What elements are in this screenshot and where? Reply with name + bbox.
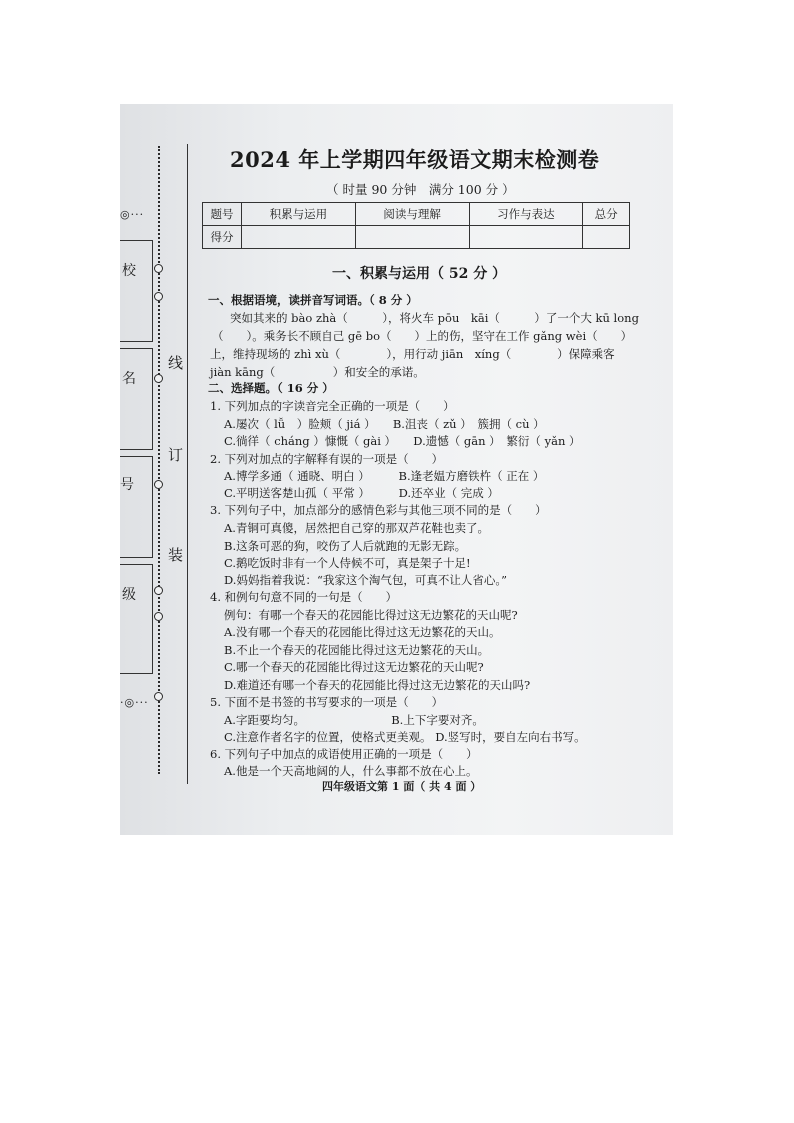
score-cell-writing[interactable] — [469, 226, 583, 249]
score-header-cell: 题号 — [203, 203, 242, 226]
question-example: 例句：有哪一个春天的花园能比得过这无边繁花的天山呢? — [224, 608, 518, 622]
score-table-header-row — [203, 203, 630, 226]
question-stem: 6. 下列句子中加点的成语使用正确的一项是（ ） — [210, 747, 478, 761]
school-box — [120, 240, 153, 342]
part1-line: （ ）。乘务长不顾自己 gē bo（ ）上的伤，坚守在工作 gǎng wèi（ ） — [212, 329, 633, 343]
question-option: C.注意作者名字的位置，使格式更美观。 D.竖写时，要自左向右书写。 — [224, 730, 586, 744]
question-stem: 2. 下列对加点的字解释有误的一项是（ ） — [210, 452, 444, 466]
margin-rule — [187, 144, 188, 784]
score-cell-accumulation[interactable] — [242, 226, 356, 249]
binding-char-xian: 线 — [168, 354, 184, 372]
binding-circle — [154, 374, 163, 383]
score-cell-reading[interactable] — [355, 226, 469, 249]
question-option: A.博学多通（ 通晓、明白 ） B.逢老媪方磨铁杵（ 正在 ） — [224, 469, 545, 483]
question-option: C.徜徉（ cháng ）慷慨（ gài ） D.遗憾（ gān ） 繁衍（ yǎn ） — [224, 434, 581, 448]
score-header-cell: 积累与运用 — [242, 203, 356, 226]
question-stem: 3. 下列句子中，加点部分的感情色彩与其他三项不同的是（ ） — [210, 503, 547, 517]
score-table — [202, 202, 630, 249]
margin-fragment-top: ◎··· — [120, 208, 145, 221]
question-option: D.妈妈指着我说：“我家这个淘气包，可真不让人省心。” — [224, 573, 507, 587]
question-option: D.难道还有哪一个春天的花园能比得过这无边繁花的天山吗? — [224, 678, 531, 692]
part1-line: jiàn kāng（ ）和安全的承诺。 — [210, 365, 425, 379]
number-box — [120, 456, 153, 558]
margin-fragment-bottom: ·◎··· — [120, 696, 149, 709]
binding-circle — [154, 586, 163, 595]
class-label: 级 — [122, 587, 136, 603]
question-option: A.屡次（ lǚ ）脸颊（ jiá ） B.沮丧（ zǔ ） 簇拥（ cù ） — [224, 417, 545, 431]
question-option: A.青铜可真傻，居然把自己穿的那双芦花鞋也卖了。 — [224, 521, 489, 535]
exam-photo — [120, 104, 673, 835]
part1-line: 突如其来的 bào zhà（ ），将火车 pōu kāi（ ）了一个大 kū long — [230, 311, 639, 325]
question-option: C.鹅吃饭时非有一个人侍候不可，真是架子十足! — [224, 556, 471, 570]
score-header-cell: 阅读与理解 — [355, 203, 469, 226]
exam-subtitle: （ 时量 90 分钟 满分 100 分 ） — [326, 182, 515, 197]
question-stem: 5. 下面不是书签的书写要求的一项是（ ） — [210, 695, 444, 709]
part2-heading: 二、选择题。（ 16 分 ） — [208, 381, 334, 395]
school-label: 校 — [122, 263, 136, 279]
exam-title: 2024 年上学期四年级语文期末检测卷 — [230, 147, 600, 172]
question-option: C.平明送客楚山孤（ 平常 ） D.还卒业（ 完成 ） — [224, 486, 499, 500]
page-footer: 四年级语文第 1 面（ 共 4 面 ） — [322, 780, 482, 793]
question-option: C.哪一个春天的花园能比得过这无边繁花的天山呢? — [224, 660, 484, 674]
score-cell-total[interactable] — [583, 226, 630, 249]
score-header-cell: 总分 — [583, 203, 630, 226]
question-stem: 1. 下列加点的字读音完全正确的一项是（ ） — [210, 399, 455, 413]
question-option: A.他是一个天高地阔的人，什么事都不放在心上。 — [224, 764, 478, 778]
binding-circle — [154, 612, 163, 621]
part1-heading: 一、根据语境，读拼音写词语。（ 8 分 ） — [208, 293, 418, 307]
class-box — [120, 564, 153, 674]
score-header-cell: 习作与表达 — [469, 203, 583, 226]
score-table-row — [203, 226, 630, 249]
part1-line: 上，维持现场的 zhì xù（ ），用行动 jiān xíng（ ）保障乘客 — [210, 347, 615, 361]
binding-circle — [154, 692, 163, 701]
binding-dotted-line — [158, 146, 160, 774]
binding-circle — [154, 292, 163, 301]
name-label: 名 — [122, 371, 136, 387]
question-option: A.没有哪一个春天的花园能比得过这无边繁花的天山。 — [224, 625, 501, 639]
question-stem: 4. 和例句句意不同的一句是（ ） — [210, 590, 398, 604]
section-heading: 一、积累与运用（ 52 分 ） — [332, 266, 507, 282]
score-row-label: 得分 — [203, 226, 242, 249]
name-box — [120, 348, 153, 450]
question-option: B.这条可恶的狗，咬伤了人后就跑的无影无踪。 — [224, 539, 467, 553]
binding-char-zhuang: 装 — [168, 546, 184, 564]
binding-circle — [154, 264, 163, 273]
question-option: A.字距要均匀。 B.上下字要对齐。 — [224, 713, 484, 727]
binding-char-ding: 订 — [168, 446, 184, 464]
number-label: 号 — [120, 477, 134, 493]
binding-circle — [154, 480, 163, 489]
question-option: B.不止一个春天的花园能比得过这无边繁花的天山。 — [224, 643, 490, 657]
